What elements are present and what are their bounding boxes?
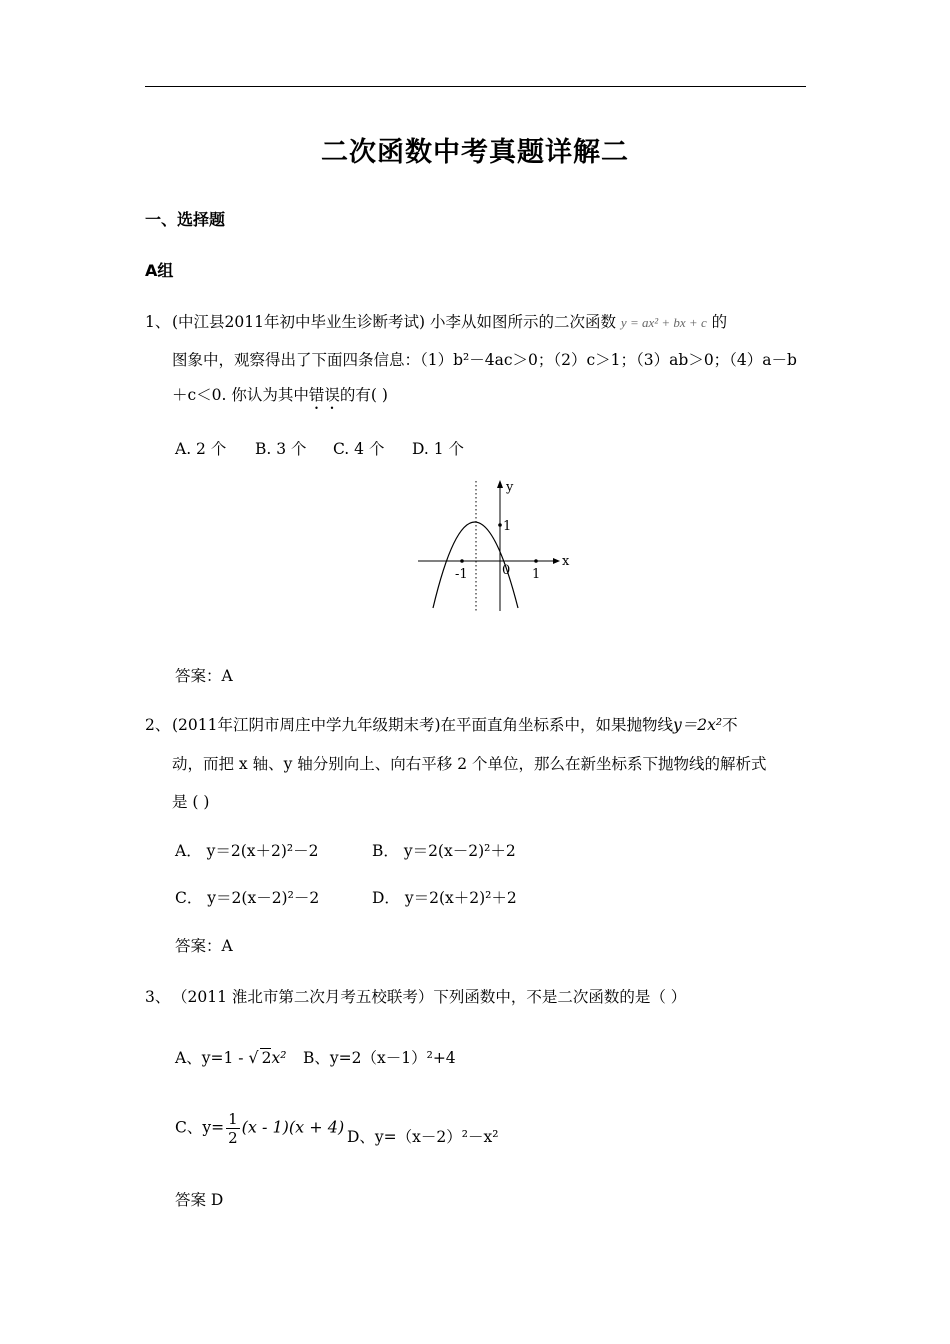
q3-number: 3、 — [145, 988, 171, 1006]
q2-option-a: A． y＝2(x＋2)²－2 — [175, 842, 319, 860]
q1-parabola-graph — [410, 476, 570, 616]
q2-option-b: B． y＝2(x－2)²＋2 — [372, 842, 516, 860]
point-1y — [498, 523, 502, 527]
q1-line1-text: (中江县2011年初中毕业生诊断考试) 小李从如图所示的二次函数 — [172, 313, 616, 331]
origin-label: 0 — [502, 563, 511, 578]
fraction-denominator: 2 — [228, 1129, 238, 1147]
tick-1y: 1 — [503, 519, 512, 534]
q1-number: 1、 — [145, 313, 171, 331]
x-label: x — [562, 554, 570, 569]
q1-formula: y = ax² + bx + c — [620, 315, 707, 330]
q2-answer: 答案：A — [175, 937, 233, 955]
q3-option-c-fraction — [226, 1110, 240, 1147]
y-axis-arrow — [497, 480, 503, 488]
q1-line3-text: ＋c＜0. 你认为其中 — [172, 386, 309, 404]
q3-option-c — [175, 1110, 344, 1147]
group-heading: A组 — [145, 261, 174, 280]
q3-option-c-prefix: C、y= — [175, 1118, 225, 1137]
header-rule — [145, 86, 806, 87]
point-neg1 — [460, 559, 464, 563]
q1-option-b: B. 3 个 — [255, 440, 307, 458]
q3-option-c-term: (x - 1)(x + 4) — [241, 1117, 345, 1137]
section-heading: 一、选择题 — [145, 210, 226, 229]
q1-line3 — [172, 383, 388, 413]
sqrt-sign-icon: √ — [248, 1048, 259, 1067]
q3-answer: 答案 D — [175, 1191, 224, 1209]
q1-option-c: C. 4 个 — [333, 440, 385, 458]
q1-line3-end: 的有( ) — [339, 386, 388, 404]
q3-option-a-term: x² — [271, 1049, 287, 1067]
y-label: y — [506, 480, 514, 495]
q1-option-d: D. 1 个 — [412, 440, 465, 458]
q1-answer: 答案：A — [175, 667, 233, 685]
q3-option-a — [175, 1046, 286, 1068]
q2-line1-text: (2011年江阴市周庄中学九年级期末考)在平面直角坐标系中，如果抛物线 — [172, 716, 674, 734]
tick-1x: 1 — [532, 567, 541, 582]
q1-line2: 图象中，观察得出了下面四条信息：（1）b²－4ac＞0；（2）c＞1；（3）ab＞0；（4）a－b — [172, 351, 797, 369]
q2-line3: 是 ( ) — [172, 793, 210, 811]
q3-option-d: D、y=（x－2）²－x² — [347, 1128, 499, 1146]
q1-option-a: A. 2 个 — [175, 440, 227, 458]
q2-number: 2、 — [145, 716, 171, 734]
fraction-numerator: 1 — [228, 1110, 238, 1128]
q2-line1-end: 不 — [722, 716, 738, 734]
q1-line1 — [172, 310, 727, 332]
q1-line1-end: 的 — [711, 313, 728, 331]
point-1x — [534, 559, 538, 563]
q2-option-c: C． y＝2(x－2)²－2 — [175, 889, 320, 907]
tick-neg1: -1 — [455, 567, 468, 582]
q3-line1: （2011 淮北市第二次月考五校联考）下列函数中，不是二次函数的是（ ） — [172, 988, 687, 1006]
q2-option-d: D． y＝2(x＋2)²＋2 — [372, 889, 517, 907]
q2-line2: 动，而把 x 轴、y 轴分别向上、向右平移 2 个单位，那么在新坐标系下抛物线的解析式 — [172, 755, 767, 773]
x-axis-arrow — [553, 558, 560, 564]
q3-option-a-radicand: 2 — [261, 1049, 272, 1067]
q2-line1 — [172, 713, 738, 735]
q3-option-b: B、y=2（x－1）²+4 — [303, 1049, 456, 1067]
q2-formula: y＝2x² — [673, 716, 723, 734]
page-title: 二次函数中考真题详解二 — [321, 137, 629, 168]
q1-line3-emphasis: 错误 — [308, 386, 340, 404]
q3-option-a-prefix: A、y=1 - — [175, 1049, 244, 1067]
